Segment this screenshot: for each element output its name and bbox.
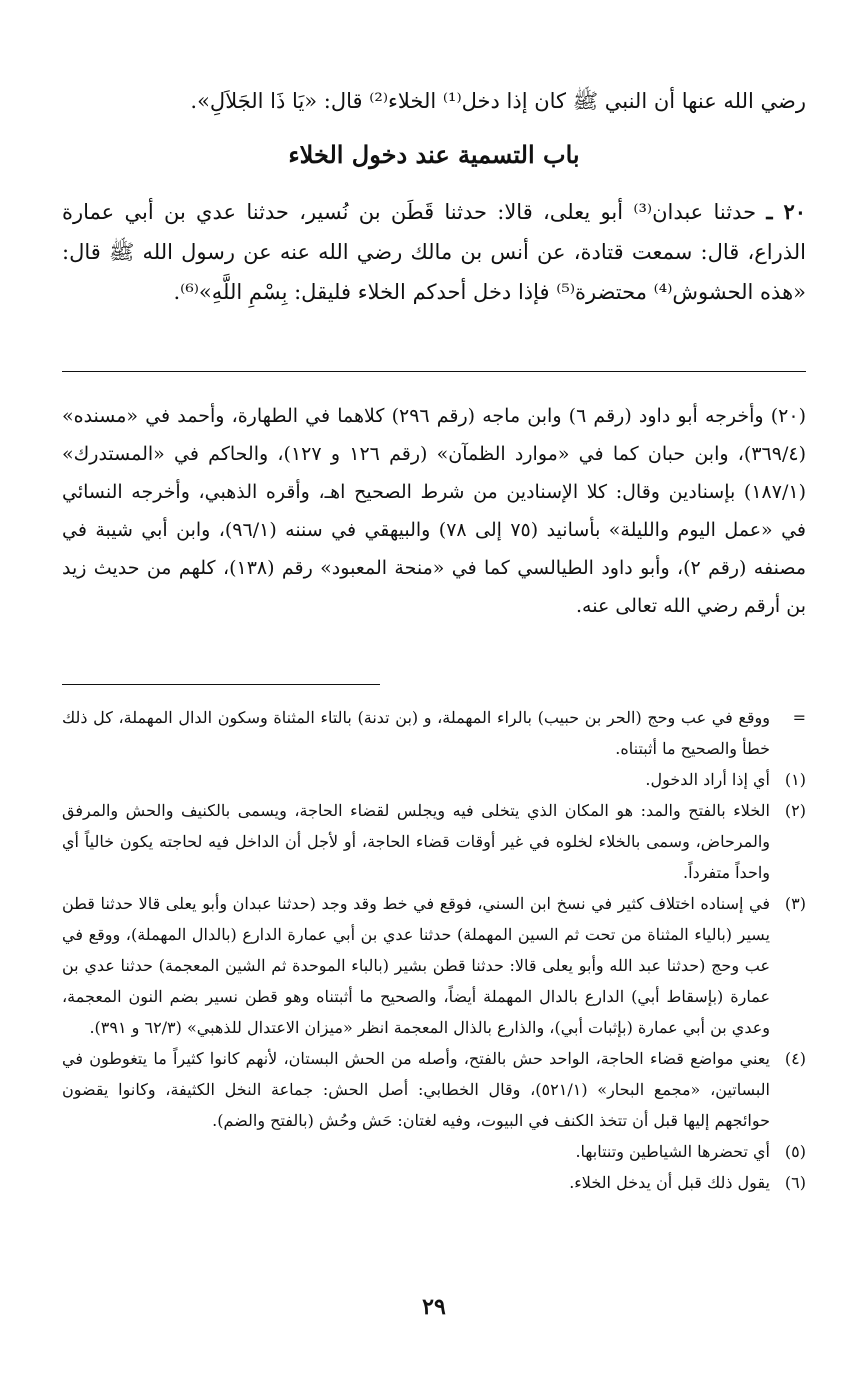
footnote (62, 795, 806, 888)
intro-line: رضي الله عنها أن النبي ﷺ كان إذا دخل⁽¹⁾ الخلاء⁽²⁾ قال: «يَا ذَا الجَلاَلِ». (190, 89, 806, 113)
takhrij-divider (62, 371, 806, 372)
footnote-mark: (٤) (784, 1049, 806, 1068)
hadith-20 (62, 192, 806, 312)
section-heading: باب التسمية عند دخول الخلاء (288, 140, 580, 169)
footnote-text: في إسناده اختلاف كثير في نسخ ابن السني، فوقع في خط وقد وجد (حدثنا عبدان وأبو يعلى قالا حدثنا قطن يسير (بالياء المثناة من تحت ثم السين المهملة) حدثنا عدي بن أبي عمارة الدارع (بالدال المهملة)، ووقع في عب وحج (حدثنا عبد الله وأبو يعلى قالا: حدثنا قطن بشير (بالباء الموحدة ثم الشين المعجمة) حدثنا عدي بن عمارة (بإسقاط أبي) الدارع بالدال المهملة أيضاً، والصحيح ما أثبتناه وهو قطن نسير بضم النون المعجمة، وعدي بن أبي عمارة (بإثبات أبي)، والذارع بالذال المعجمة انظر «ميزان الاعتدال للذهبي» (٦٢/٣ و ٣٩١). (62, 894, 771, 1037)
footnote (62, 764, 806, 795)
footnote (62, 1043, 806, 1136)
footnote-text: يقول ذلك قبل أن يدخل الخلاء. (569, 1173, 770, 1192)
footnote-mark: (٦) (784, 1173, 806, 1192)
page-number: ٢٩ (422, 1294, 446, 1320)
footnote-mark: (٥) (784, 1142, 806, 1161)
footnote-text: يعني مواضع قضاء الحاجة، الواحد حش بالفتح، وأصله من الحش البستان، لأنهم كانوا كثيراً ما يتغوطون في البساتين، «مجمع البحار» (٥٢١/١)، وقال الخطابي: أصل الحش: جماعة النخل الكثيفة، وكانوا يقضون حوائجهم إليها قبل أن تتخذ الكنف في البيوت، وفيه لغتان: حَش وحُش (بالفتح والضم). (62, 1049, 771, 1130)
footnote-text: أي تحضرها الشياطين وتنتابها. (575, 1142, 770, 1161)
footnotes-list (62, 702, 806, 1198)
footnote-mark: = (792, 708, 806, 727)
hadith-text: حدثنا عبدان⁽³⁾ أبو يعلى، قالا: حدثنا قَطَن بن نُسير، حدثنا عدي بن أبي عمارة الذراع، قال: سمعت قتادة، عن أنس بن مالك رضي الله عنه عن رسول الله ﷺ قال: «هذه الحشوش⁽⁴⁾ محتضرة⁽⁵⁾ فإذا دخل أحدكم الخلاء فليقل: بِسْمِ اللَّهِ»⁽⁶⁾. (62, 200, 806, 304)
hadith-number: ٢٠ ـ (766, 199, 806, 224)
footnote (62, 1136, 806, 1167)
footnote-mark: (٢) (784, 801, 806, 820)
footnote (62, 1167, 806, 1198)
footnote-text: الخلاء بالفتح والمد: هو المكان الذي يتخلى فيه ويجلس لقضاء الحاجة، ويسمى بالكنيف والحش والمرفق والمرحاض، وسمى بالخلاء لخلوه في غير أوقات قضاء الحاجة، أو لأجل أن الداخل فيه لحاجته يكون خالياً أي واحداً متفرداً. (62, 801, 770, 882)
footnote-text: أي إذا أراد الدخول. (645, 770, 770, 789)
footnote (62, 702, 806, 764)
footnotes-divider (62, 684, 380, 685)
footnote-mark: (٣) (784, 894, 806, 913)
footnote-mark: (١) (784, 770, 806, 789)
footnote (62, 888, 806, 1043)
takhrij-note: (٢٠) وأخرجه أبو داود (رقم ٦) وابن ماجه (رقم ٢٩٦) كلاهما في الطهارة، وأحمد في «مسنده» (٣٦٩/٤)، وابن حبان كما في «موارد الظمآن» (رقم ١٢٦ و ١٢٧)، والحاكم في «المستدرك» (١٨٧/١) بإسنادين وقال: كلا الإسنادين من شرط الصحيح اهـ، وأقره الذهبي، وأخرجه النسائي في «عمل اليوم والليلة» بأسانيد (٧٥ إلى ٧٨) والبيهقي في سننه (٩٦/١)، وابن أبي شيبة في مصنفه (رقم ٢)، وأبو داود الطيالسي كما في «منحة المعبود» رقم (١٣٨)، كلهم من حديث زيد بن أرقم رضي الله تعالى عنه. (62, 405, 806, 617)
footnote-text: ووقع في عب وحج (الحر بن حبيب) بالراء المهملة، و (بن تدنة) بالتاء المثناة وسكون الدال المهملة، كل ذلك خطأ والصحيح ما أثبتناه. (62, 708, 770, 758)
